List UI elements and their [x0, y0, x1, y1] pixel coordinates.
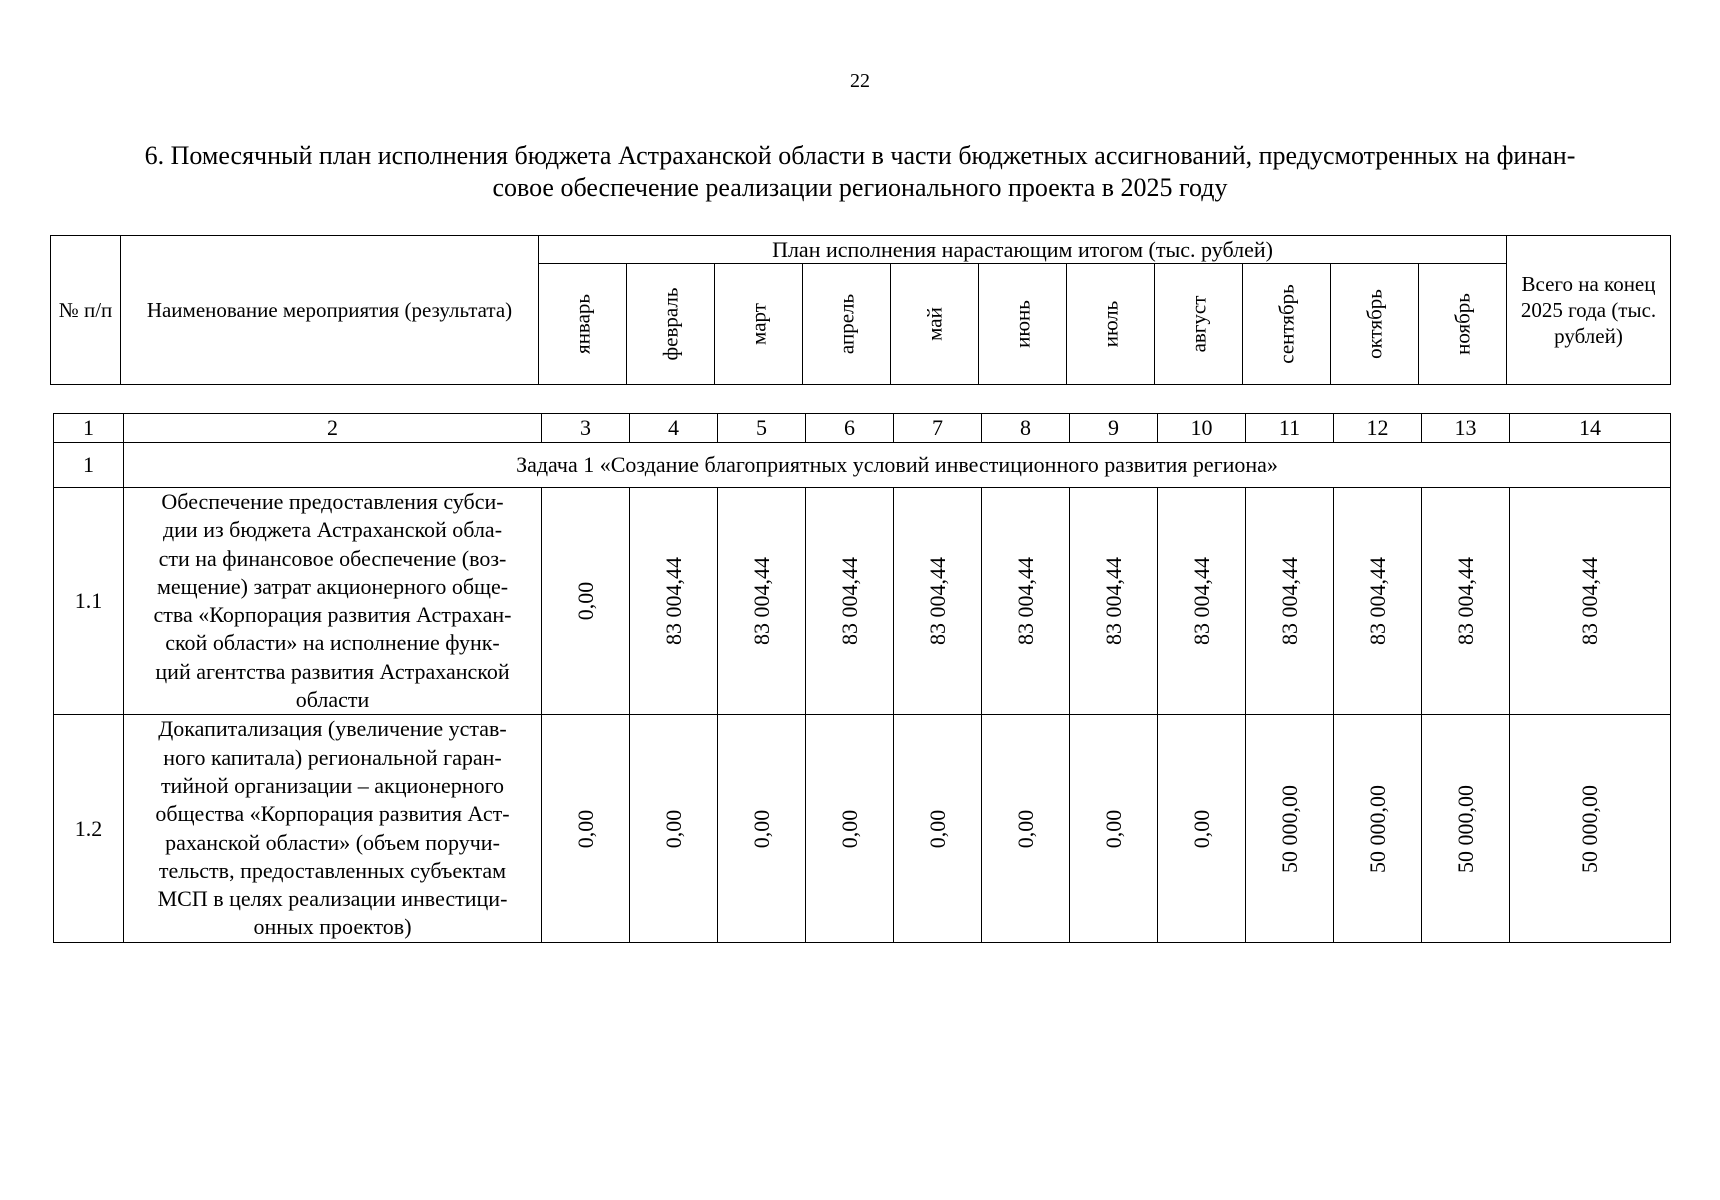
description-line: Обеспечение предоставления субси- — [161, 489, 504, 514]
total-value-cell — [1510, 715, 1671, 942]
header-month-label: сентябрь — [1274, 284, 1298, 364]
month-value-cell — [542, 715, 630, 942]
month-value-cell — [1158, 715, 1246, 942]
header-month — [979, 264, 1067, 385]
column-number: 5 — [718, 414, 806, 443]
header-month — [715, 264, 803, 385]
row-number: 1.2 — [54, 715, 124, 942]
header-month-label: октябрь — [1362, 289, 1386, 359]
month-value: 0,00 — [1012, 809, 1038, 848]
month-value-cell — [1334, 488, 1422, 715]
column-number: 12 — [1334, 414, 1422, 443]
header-month — [1331, 264, 1419, 385]
description-line: ской области» на исполнение функ- — [165, 630, 500, 656]
month-value-cell — [1246, 488, 1334, 715]
month-value: 50 000,00 — [1364, 784, 1390, 873]
total-value-cell — [1510, 488, 1671, 715]
description-line: Докапитализация (увеличение устав- — [158, 716, 507, 742]
column-number: 11 — [1246, 414, 1334, 443]
month-value: 0,00 — [1188, 809, 1214, 848]
task-num: 1 — [54, 443, 124, 488]
month-value: 0,00 — [748, 809, 774, 848]
column-number: 14 — [1510, 414, 1671, 443]
column-number: 4 — [630, 414, 718, 443]
month-value: 83 004,44 — [748, 557, 774, 646]
page-number: 22 — [850, 70, 870, 92]
header-name: Наименование мероприятия (результата) — [121, 236, 539, 385]
month-value: 83 004,44 — [924, 557, 950, 646]
header-month-label: август — [1186, 295, 1210, 353]
header-month — [1419, 264, 1507, 385]
total-value: 50 000,00 — [1577, 784, 1602, 873]
header-month — [1243, 264, 1331, 385]
description-line: ного капитала) региональной гаран- — [163, 744, 502, 770]
description-line: сти на финансовое обеспечение (воз- — [158, 545, 507, 571]
row-number: 1.1 — [54, 488, 124, 715]
month-value: 0,00 — [836, 809, 862, 848]
month-value-cell — [1070, 715, 1158, 942]
title-line-2: совое обеспечение реализации регионального проекта в 2025 году — [492, 173, 1228, 202]
month-value-cell — [1246, 715, 1334, 942]
month-value-cell — [806, 488, 894, 715]
description-line: раханской области» (объем поручи- — [165, 829, 500, 855]
month-value: 0,00 — [572, 581, 598, 621]
month-value-cell — [542, 488, 630, 715]
month-value-cell — [1422, 715, 1510, 942]
header-num: № п/п — [51, 236, 121, 385]
month-value: 0,00 — [924, 809, 950, 848]
header-total: Всего на конец 2025 года (тыс. рублей) — [1507, 236, 1671, 385]
header-plan: План исполнения нарастающим итогом (тыс. рублей) — [539, 236, 1507, 264]
month-value: 83 004,44 — [1364, 557, 1390, 646]
month-value: 50 000,00 — [1276, 784, 1302, 873]
header-month-label: январь — [570, 294, 594, 354]
month-value-cell — [894, 488, 982, 715]
month-value-cell — [718, 715, 806, 942]
month-value-cell — [806, 715, 894, 942]
description-line: тельств, предоставленных субъектам — [158, 857, 507, 883]
month-value: 0,00 — [572, 809, 598, 848]
month-value-cell — [1158, 488, 1246, 715]
header-table — [50, 235, 1671, 385]
document-title — [60, 140, 1660, 204]
month-value-cell — [982, 488, 1070, 715]
header-month — [803, 264, 891, 385]
month-value: 83 004,44 — [836, 557, 862, 646]
month-value-cell — [718, 488, 806, 715]
header-month-label: июль — [1098, 300, 1122, 348]
column-number: 2 — [124, 414, 542, 443]
header-month-label: апрель — [834, 293, 858, 355]
column-number: 8 — [982, 414, 1070, 443]
month-value: 83 004,44 — [1276, 557, 1302, 646]
column-number: 6 — [806, 414, 894, 443]
month-value-cell — [982, 715, 1070, 942]
description-line: МСП в целях реализации инвестици- — [157, 886, 508, 912]
month-value: 83 004,44 — [1012, 557, 1038, 646]
description-line: дии из бюджета Астраханской обла- — [162, 517, 503, 543]
description-line: общества «Корпорация развития Аст- — [155, 801, 510, 827]
column-number: 7 — [894, 414, 982, 443]
month-value-cell — [630, 715, 718, 942]
description-line: области — [295, 687, 370, 713]
table-row — [54, 488, 1671, 715]
month-value: 0,00 — [660, 809, 686, 848]
total-value: 83 004,44 — [1577, 557, 1602, 646]
month-value-cell — [630, 488, 718, 715]
month-value: 83 004,44 — [660, 557, 686, 646]
column-number: 3 — [542, 414, 630, 443]
month-value: 50 000,00 — [1452, 784, 1478, 873]
header-month-label: ноябрь — [1450, 293, 1474, 355]
row-description — [124, 488, 542, 715]
month-value-cell — [1070, 488, 1158, 715]
month-value: 83 004,44 — [1188, 557, 1214, 646]
description-line: ства «Корпорация развития Астрахан- — [153, 602, 512, 628]
month-value: 0,00 — [1100, 809, 1126, 848]
column-number: 13 — [1422, 414, 1510, 443]
header-month — [539, 264, 627, 385]
table-row — [54, 715, 1671, 942]
column-number: 9 — [1070, 414, 1158, 443]
header-month-label: февраль — [658, 287, 682, 361]
description-line: мещение) затрат акционерного обще- — [156, 573, 509, 599]
header-month — [1155, 264, 1243, 385]
task-label: Задача 1 «Создание благоприятных условий инвестиционного развития региона» — [124, 443, 1671, 488]
title-line-1: 6. Помесячный план исполнения бюджета Астраханской области в части бюджетных ассигнований, предусмотренных на финан- — [144, 141, 1576, 170]
header-month-label: март — [746, 303, 770, 345]
month-value: 83 004,44 — [1100, 557, 1126, 646]
body-table — [53, 413, 1671, 943]
month-value: 83 004,44 — [1452, 557, 1478, 646]
header-month — [891, 264, 979, 385]
month-value-cell — [1422, 488, 1510, 715]
description-line: тийной организации – акционерного — [160, 772, 505, 798]
column-number: 10 — [1158, 414, 1246, 443]
month-value-cell — [894, 715, 982, 942]
header-month-label: июнь — [1010, 300, 1034, 348]
description-line: онных проектов) — [253, 914, 412, 940]
header-month — [1067, 264, 1155, 385]
header-month-label: май — [922, 307, 946, 341]
header-month — [627, 264, 715, 385]
column-number: 1 — [54, 414, 124, 443]
description-line: ций агентства развития Астраханской — [155, 658, 510, 684]
month-value-cell — [1334, 715, 1422, 942]
row-description — [124, 715, 542, 942]
